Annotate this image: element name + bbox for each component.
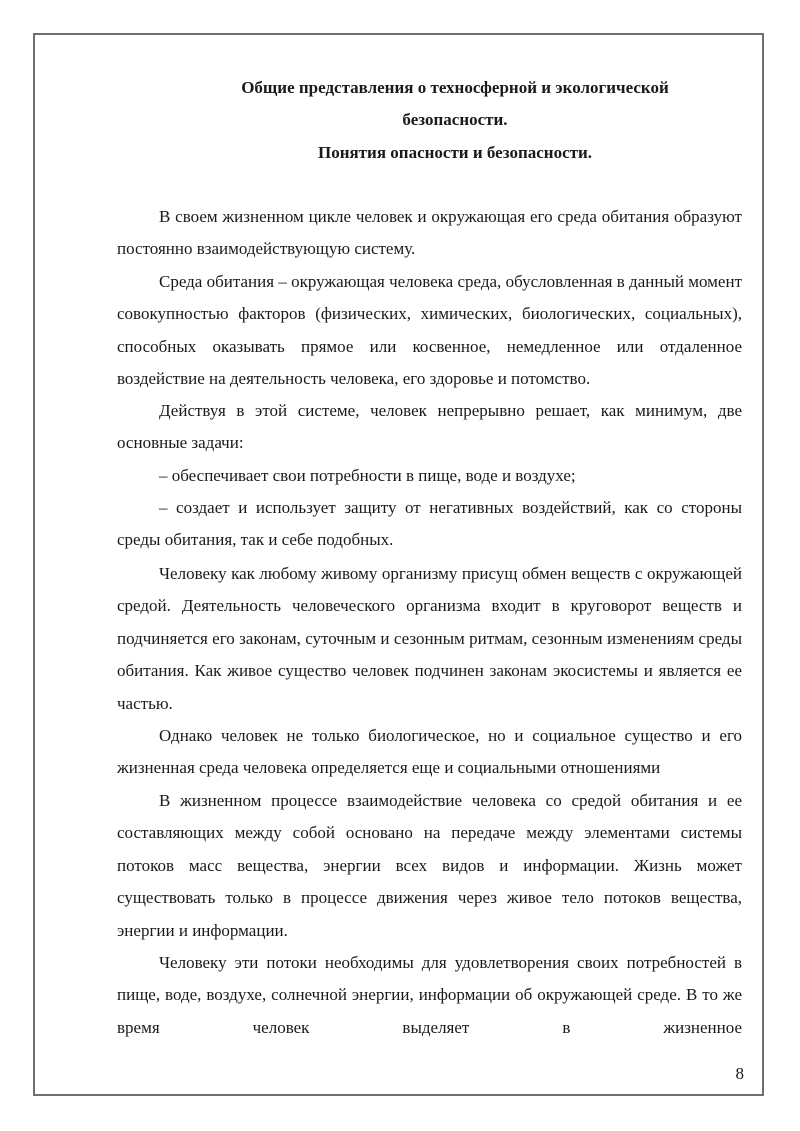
- list-item-2: – создает и использует защиту от негативных воздействий, как со стороны среды обитания, так и себе подобных.: [117, 498, 742, 550]
- paragraph-3: Действуя в этой системе, человек непрерывно решает, как минимум, две основные задачи:: [117, 401, 742, 453]
- heading-line-2: безопасности.: [402, 110, 508, 129]
- paragraph-6: В жизненном процессе взаимодействие человека со средой обитания и ее составляющих между собой основано на передаче между элементами системы потоков масс вещества, энергии всех видов и информации. Жизнь может существовать только в процессе движения через живое тело потоков вещества, энергии и информации.: [117, 791, 742, 940]
- paragraph-4: Человеку как любому живому организму присущ обмен веществ с окружающей средой. Деятельность человеческого организма входит в круговорот веществ и подчиняется его законам, суточным и сезонным ритмам, сезонным изменениям среды обитания. Как живое существо человек подчинен законам экосистемы и является ее частью.: [117, 564, 742, 713]
- heading-line-1: Общие представления о техносферной и экологической: [241, 78, 669, 97]
- heading-line-3: Понятия опасности и безопасности.: [317, 143, 593, 162]
- paragraph-5: Однако человек не только биологическое, но и социальное существо и его жизненная среда человека определяется еще и социальными отношениями: [117, 726, 742, 778]
- paragraph-2: Среда обитания – окружающая человека среда, обусловленная в данный момент совокупностью факторов (физических, химических, биологических, социальных), способных оказывать прямое или косвенное, немедленное или отдаленное воздействие на деятельность человека, его здоровье и потомство.: [117, 272, 742, 389]
- list-item-1: – обеспечивает свои потребности в пище, воде и воздухе;: [159, 466, 576, 485]
- paragraph-7: Человеку эти потоки необходимы для удовлетворения своих потребностей в пище, воде, воздухе, солнечной энергии, информации об окружающей среде. В то же время человек выделяет в жизненное: [117, 953, 742, 1037]
- paragraph-1: В своем жизненном цикле человек и окружающая его среда обитания образуют постоянно взаимодействующую систему.: [117, 207, 742, 259]
- page-number: 8: [735, 1064, 744, 1083]
